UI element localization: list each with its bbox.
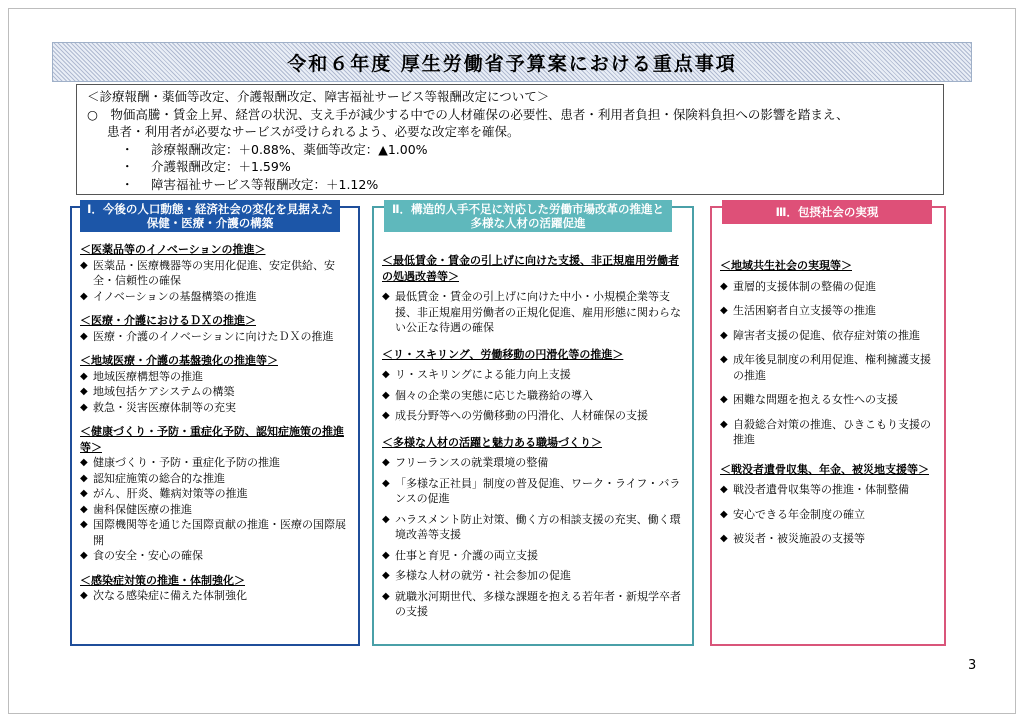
revision-bullet-text: 診療報酬改定：＋0.88%、薬価等改定：▲1.00% bbox=[151, 141, 428, 157]
diamond-bullet-icon: ◆ bbox=[382, 549, 390, 561]
list-item-text: 被災者・被災施設の支援等 bbox=[733, 532, 865, 545]
diamond-bullet-icon: ◆ bbox=[720, 280, 728, 292]
list-item bbox=[382, 367, 686, 383]
column-body bbox=[80, 242, 352, 604]
column-body bbox=[382, 242, 686, 620]
list-item bbox=[720, 303, 938, 319]
diamond-bullet-icon: ◆ bbox=[382, 477, 390, 489]
list-item bbox=[720, 279, 938, 295]
diamond-bullet-icon: ◆ bbox=[720, 508, 728, 520]
diamond-bullet-icon: ◆ bbox=[382, 570, 390, 581]
list-item bbox=[720, 352, 938, 383]
list-item-text: 地域医療構想等の推進 bbox=[93, 369, 203, 383]
bullet-dot: ・ bbox=[121, 176, 134, 192]
diamond-bullet-icon: ◆ bbox=[720, 394, 728, 405]
list-item bbox=[382, 455, 686, 471]
diamond-bullet-icon: ◆ bbox=[382, 513, 390, 525]
list-item bbox=[80, 369, 352, 385]
list-item bbox=[382, 548, 686, 564]
section-title: ＜医薬品等のイノベーションの推進＞ bbox=[80, 243, 266, 256]
list-item bbox=[720, 507, 938, 523]
list-item-text: 重層的支援体制の整備の促進 bbox=[733, 279, 876, 293]
list-item-text: 国際機関等を通じた国際貢献の推進・医療の国際展開 bbox=[93, 518, 346, 547]
revision-bullet bbox=[87, 158, 933, 176]
list-item bbox=[382, 476, 686, 507]
list-item bbox=[382, 589, 686, 620]
section-title: ＜健康づくり・予防・重症化予防、認知症施策の推進等＞ bbox=[80, 425, 344, 454]
list-item bbox=[720, 392, 938, 408]
diamond-bullet-icon: ◆ bbox=[80, 259, 88, 271]
section-title: ＜多様な人材の活躍と魅力ある職場づくり＞ bbox=[382, 435, 602, 449]
diamond-bullet-icon: ◆ bbox=[80, 550, 88, 561]
list-item-text: 最低賃金・賃金の引上げに向けた中小・小規模企業等支援、非正規雇用労働者の正規化促進、雇用形態に関わらない公正な待遇の確保 bbox=[395, 290, 681, 334]
list-item bbox=[80, 471, 352, 487]
list-item bbox=[382, 512, 686, 543]
list-item-text: 認知症施策の総合的な推進 bbox=[93, 471, 225, 485]
list-item-text: 戦没者遺骨収集等の推進・体制整備 bbox=[733, 483, 909, 496]
list-item-text: 医療・介護のイノベーションに向けたＤＸの推進 bbox=[93, 329, 334, 343]
bullet-dot: ・ bbox=[121, 159, 134, 174]
list-item-text: 成長分野等への労働移動の円滑化、人材確保の支援 bbox=[395, 409, 648, 422]
page-number: 3 bbox=[968, 658, 977, 673]
list-item-text: フリーランスの就業環境の整備 bbox=[395, 456, 549, 469]
diamond-bullet-icon: ◆ bbox=[720, 533, 728, 544]
diamond-bullet-icon: ◆ bbox=[382, 590, 390, 602]
list-item-text: 成年後見制度の利用促進、権利擁護支援の推進 bbox=[733, 353, 931, 382]
column-header: Ⅲ．包摂社会の実現 bbox=[722, 200, 932, 224]
list-item bbox=[80, 258, 352, 289]
list-item-text: 救急・災害医療体制等の充実 bbox=[93, 400, 236, 414]
list-item-text: がん、肝炎、難病対策等の推進 bbox=[93, 487, 248, 500]
list-item bbox=[80, 289, 352, 305]
diamond-bullet-icon: ◆ bbox=[80, 590, 88, 601]
list-item bbox=[720, 482, 938, 498]
diamond-bullet-icon: ◆ bbox=[382, 410, 390, 421]
diamond-bullet-icon: ◆ bbox=[720, 305, 728, 316]
list-item-text: 「多様な正社員」制度の普及促進、ワーク・ライフ・バランスの促進 bbox=[395, 476, 681, 505]
list-item-text: 地域包括ケアシステムの構築 bbox=[93, 385, 235, 398]
list-item-text: 次なる感染症に備えた体制強化 bbox=[93, 589, 247, 602]
list-item bbox=[720, 328, 938, 344]
list-item-text: リ・スキリングによる能力向上支援 bbox=[395, 368, 571, 381]
revision-box bbox=[76, 84, 944, 195]
list-item bbox=[80, 486, 352, 502]
list-item-text: イノベーションの基盤構築の推進 bbox=[93, 289, 257, 303]
section-title: ＜医療・介護におけるＤＸの推進＞ bbox=[80, 314, 256, 327]
revision-heading: ＜診療報酬・薬価等改定、介護報酬改定、障害福祉サービス等報酬改定について＞ bbox=[87, 89, 550, 104]
column-inclusive-society bbox=[710, 206, 946, 646]
page-title: 令和６年度 厚生労働省予算案における重点事項 bbox=[287, 52, 737, 75]
diamond-bullet-icon: ◆ bbox=[382, 389, 390, 401]
diamond-bullet-icon: ◆ bbox=[382, 369, 390, 380]
list-item-text: 医薬品・医療機器等の実用化促進、安定供給、安全・信頼性の確保 bbox=[93, 258, 335, 287]
column-header: Ⅰ．今後の人口動態・経済社会の変化を見据えた保健・医療・介護の構築 bbox=[80, 200, 340, 232]
diamond-bullet-icon: ◆ bbox=[80, 472, 88, 484]
list-item bbox=[720, 531, 938, 547]
column-header: Ⅱ．構造的人手不足に対応した労働市場改革の推進と多様な人材の活躍促進 bbox=[384, 200, 672, 232]
list-item-text: 自殺総合対策の推進、ひきこもり支援の推進 bbox=[733, 417, 931, 446]
list-item-text: 障害者支援の促進、依存症対策の推進 bbox=[733, 328, 920, 342]
list-item-text: 食の安全・安心の確保 bbox=[93, 549, 203, 562]
list-item bbox=[80, 517, 352, 548]
diamond-bullet-icon: ◆ bbox=[80, 386, 88, 397]
section-title: ＜感染症対策の推進・体制強化＞ bbox=[80, 573, 245, 587]
diamond-bullet-icon: ◆ bbox=[80, 370, 88, 382]
column-labor-market bbox=[372, 202, 694, 646]
list-item-text: 多様な人材の就労・社会参加の促進 bbox=[395, 569, 571, 582]
list-item bbox=[382, 568, 686, 584]
section-title: ＜地域医療・介護の基盤強化の推進等＞ bbox=[80, 354, 278, 367]
list-item-text: 歯科保健医療の推進 bbox=[93, 502, 192, 516]
diamond-bullet-icon: ◆ bbox=[720, 329, 728, 341]
column-healthcare bbox=[70, 202, 360, 646]
bullet-dot: ・ bbox=[121, 141, 134, 157]
diamond-bullet-icon: ◆ bbox=[720, 354, 728, 365]
diamond-bullet-icon: ◆ bbox=[80, 488, 88, 499]
list-item bbox=[80, 400, 352, 416]
section-title: ＜最低賃金・賃金の引上げに向けた支援、非正規雇用労働者の処遇改善等＞ bbox=[382, 254, 679, 283]
list-item bbox=[80, 548, 352, 564]
list-item bbox=[382, 408, 686, 424]
diamond-bullet-icon: ◆ bbox=[80, 290, 88, 302]
revision-paragraph-line2: 患者・利用者が必要なサービスが受けられるよう、必要な改定率を確保。 bbox=[107, 124, 520, 139]
list-item bbox=[720, 417, 938, 448]
section-title: ＜リ・スキリング、労働移動の円滑化等の推進＞ bbox=[382, 347, 624, 361]
section-title: ＜戦没者遺骨収集、年金、被災地支援等＞ bbox=[720, 462, 929, 476]
diamond-bullet-icon: ◆ bbox=[382, 457, 390, 468]
list-item-text: 個々の企業の実態に応じた職務給の導入 bbox=[395, 388, 593, 402]
diamond-bullet-icon: ◆ bbox=[720, 484, 728, 495]
list-item bbox=[382, 388, 686, 404]
list-item-text: 生活困窮者自立支援等の推進 bbox=[733, 304, 876, 317]
revision-bullet bbox=[87, 141, 933, 159]
diamond-bullet-icon: ◆ bbox=[720, 418, 728, 430]
diamond-bullet-icon: ◆ bbox=[80, 330, 88, 342]
list-item bbox=[80, 502, 352, 518]
diamond-bullet-icon: ◆ bbox=[80, 401, 88, 413]
revision-paragraph-line1: ○ 物価高騰・賃金上昇、経営の状況、支え手が減少する中での人材確保の必要性、患者・利用者負担・保険料負担への影響を踏まえ、 bbox=[87, 106, 849, 122]
list-item-text: ハラスメント防止対策、働く方の相談支援の充実、働く環境改善等支援 bbox=[395, 512, 681, 541]
list-item-text: 安心できる年金制度の確立 bbox=[733, 507, 865, 521]
revision-bullet-text: 介護報酬改定：＋1.59% bbox=[151, 159, 291, 174]
list-item-text: 仕事と育児・介護の両立支援 bbox=[395, 548, 538, 562]
diamond-bullet-icon: ◆ bbox=[80, 503, 88, 515]
diamond-bullet-icon: ◆ bbox=[382, 291, 390, 302]
list-item-text: 健康づくり・予防・重症化予防の推進 bbox=[93, 456, 280, 469]
list-item bbox=[382, 289, 686, 336]
title-banner bbox=[52, 42, 972, 82]
list-item-text: 困難な問題を抱える女性への支援 bbox=[733, 393, 898, 406]
revision-bullet-text: 障害福祉サービス等報酬改定：＋1.12% bbox=[151, 176, 379, 192]
revision-bullet bbox=[87, 176, 933, 194]
list-item-text: 就職氷河期世代、多様な課題を抱える若年者・新規学卒者の支援 bbox=[395, 589, 681, 618]
list-item bbox=[80, 329, 352, 345]
section-title: ＜地域共生社会の実現等＞ bbox=[720, 259, 852, 272]
list-item bbox=[80, 455, 352, 471]
column-body bbox=[720, 244, 938, 547]
list-item bbox=[80, 384, 352, 400]
list-item bbox=[80, 588, 352, 604]
diamond-bullet-icon: ◆ bbox=[80, 519, 88, 530]
diamond-bullet-icon: ◆ bbox=[80, 457, 88, 468]
